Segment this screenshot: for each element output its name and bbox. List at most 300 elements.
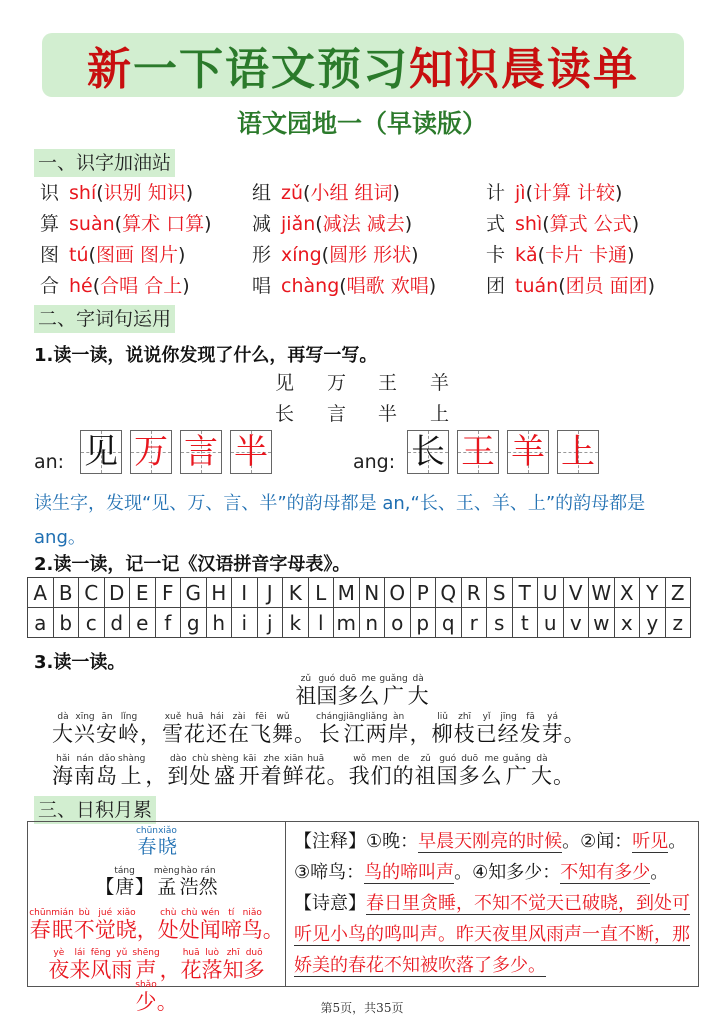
ruby-char: 。 <box>157 990 178 1014</box>
ruby-char: 鲜xiān <box>282 754 305 788</box>
ruby-char: 上shàng <box>118 754 146 788</box>
title-banner <box>42 33 684 97</box>
pinyin: luò <box>201 948 223 958</box>
pinyin <box>553 754 575 764</box>
pinyin: liǎng <box>365 712 388 722</box>
meaning-text: 春日里贪睡，不知不觉天已破晓，到处可听见小鸟的鸣叫声。昨天夜里风雨声一直不断，那娇美的春花不知被吹落了多少。 <box>294 893 690 976</box>
reading-line-2 <box>52 754 575 790</box>
vocab-item <box>252 209 412 240</box>
pinyin: guǎng <box>502 754 532 764</box>
pinyin: táng <box>114 866 135 876</box>
ruby-char: 夜yè <box>48 948 70 982</box>
paren-open: ( <box>525 182 533 204</box>
pinyin: shèng <box>211 754 239 764</box>
ruby-char: 鸟niǎo <box>241 908 263 942</box>
ruby-char: 啼tí <box>220 908 242 942</box>
ruby-char: 不bù <box>73 908 95 942</box>
grid-char: 羊 <box>430 372 450 394</box>
letter-cell: h <box>206 608 232 638</box>
ruby-char: 花huā <box>184 712 206 746</box>
pinyin <box>327 754 349 764</box>
vocab-pinyin: hé <box>69 275 93 297</box>
pinyin: duō <box>458 754 481 764</box>
an-label: an: <box>34 451 65 473</box>
pinyin: chù <box>157 908 179 918</box>
ruby-char: 然rán <box>198 866 218 898</box>
letter-cell: t <box>512 608 538 638</box>
subtitle: 语文园地一（早读版） <box>236 109 487 138</box>
letter-cell: P <box>410 578 436 608</box>
ruby-char: 声shēng <box>132 948 160 982</box>
pinyin: yǐ <box>475 712 498 722</box>
vocab-words: 算式 公式 <box>549 213 632 235</box>
vocab-words: 团员 面团 <box>565 275 648 297</box>
pinyin: fā <box>519 712 542 722</box>
ruby-char: 知zhī <box>222 948 244 982</box>
paren-open: ( <box>537 244 546 266</box>
vocab-pinyin: chàng <box>281 275 340 297</box>
pinyin: ān <box>96 712 118 722</box>
vocab-pinyin: tuán <box>515 275 559 297</box>
letter-cell: J <box>257 578 283 608</box>
pinyin: zhī <box>453 712 476 722</box>
box-char: 上 <box>561 432 595 472</box>
ang-label: ang: <box>353 451 396 473</box>
paren-close: ) <box>615 182 623 204</box>
note-answer: 听见 <box>632 831 669 852</box>
box-char: 王 <box>461 432 495 472</box>
pinyin: fēng <box>90 948 112 958</box>
ruby-char: 芽yá <box>541 712 564 746</box>
letter-cell: O <box>385 578 411 608</box>
vocab-char: 组 <box>252 182 272 204</box>
paren-open: ( <box>558 275 566 297</box>
ruby-char: 还hái <box>206 712 228 746</box>
vocab-pinyin: shì <box>515 213 543 235</box>
ruby-char: 】 <box>135 876 154 898</box>
letter-cell: G <box>181 578 207 608</box>
pinyin: duō <box>337 674 359 684</box>
box-char: 言 <box>184 432 218 472</box>
vocab-pinyin: suàn <box>69 213 115 235</box>
paren-close: ) <box>185 182 194 204</box>
paren-open: ( <box>92 275 101 297</box>
pinyin: cháng <box>316 712 344 722</box>
pinyin <box>95 866 114 876</box>
pinyin: hǎi <box>52 754 74 764</box>
ruby-char: 。 <box>564 722 586 746</box>
pinyin: guó <box>436 754 459 764</box>
note-prefix: ③啼鸟： <box>294 862 365 883</box>
pinyin: xuě <box>162 712 184 722</box>
pinyin: kāi <box>238 754 261 764</box>
paren-open: ( <box>542 213 550 235</box>
ruby-char: 风fēng <box>90 948 112 982</box>
pinyin: duō <box>243 948 265 958</box>
pinyin <box>160 948 181 958</box>
vocab-item <box>252 271 436 302</box>
writing-box <box>130 430 172 474</box>
letter-cell: z <box>665 608 691 638</box>
ruby-char: 多duō <box>337 674 359 708</box>
pinyin: yǔ <box>111 948 133 958</box>
letter-cell: g <box>181 608 207 638</box>
writing-box <box>230 430 272 474</box>
letter-cell: M <box>334 578 360 608</box>
ruby-char: 。 <box>294 722 316 746</box>
letter-cell: U <box>538 578 564 608</box>
box-char: 羊 <box>511 432 545 472</box>
vocab-pinyin: shí <box>69 182 97 204</box>
ruby-char: 岛dǎo <box>96 754 118 788</box>
pinyin: dà <box>52 712 74 722</box>
letter-cell: u <box>538 608 564 638</box>
note-prefix: ①晚： <box>366 831 419 852</box>
pinyin: de <box>392 754 415 764</box>
ruby-char: 安ān <box>96 712 118 746</box>
ruby-char: 着zhe <box>260 754 283 788</box>
pinyin: xīng <box>74 712 96 722</box>
ruby-char: 么me <box>480 754 503 788</box>
ruby-char: 江jiāng <box>343 712 366 746</box>
title-part-red-2: 知识晨读单 <box>409 44 639 95</box>
writing-box <box>80 430 122 474</box>
pinyin: chù <box>178 908 200 918</box>
note-suffix: 。 <box>562 831 581 852</box>
ruby-char: 岸àn <box>387 712 410 746</box>
pinyin: dà <box>407 674 429 684</box>
vocab-char: 卡 <box>486 244 506 266</box>
pinyin: yá <box>541 712 564 722</box>
ruby-char: 觉jué <box>94 908 116 942</box>
pinyin: lǐng <box>118 712 140 722</box>
ruby-char: 国guó <box>436 754 459 788</box>
pinyin: wǒ <box>348 754 371 764</box>
ruby-char: 雨yǔ <box>111 948 133 982</box>
ruby-char: 落luò <box>201 948 223 982</box>
ruby-char: 大dà <box>531 754 553 788</box>
ruby-char: 来lái <box>69 948 91 982</box>
ruby-char: 多duō <box>243 948 265 982</box>
ruby-char: 。 <box>553 764 575 788</box>
q1-answer: 读生字，发现“见、万、言、半”的韵母都是 an,“长、王、羊、上”的韵母都是 ang。 <box>34 493 646 548</box>
pinyin: liǔ <box>431 712 454 722</box>
pinyin: me <box>480 754 503 764</box>
pinyin: mián <box>51 908 74 918</box>
ruby-char: 浩hào <box>179 866 199 898</box>
pinyin: mèng <box>153 866 180 876</box>
ruby-char: 发fā <box>519 712 542 746</box>
reading-title <box>0 674 724 710</box>
letter-cell: r <box>461 608 487 638</box>
vocab-item <box>486 209 639 240</box>
letter-cell: N <box>359 578 385 608</box>
paren-close: ) <box>204 213 212 235</box>
letter-cell: L <box>308 578 334 608</box>
letter-cell: S <box>487 578 513 608</box>
letter-cell: Q <box>436 578 462 608</box>
ruby-char: 已yǐ <box>475 712 498 746</box>
ruby-char: 开kāi <box>238 754 261 788</box>
ruby-char: 唐táng <box>114 866 135 898</box>
vocab-char: 合 <box>40 275 60 297</box>
note-suffix: 。 <box>454 862 473 883</box>
ruby-char: 【 <box>95 876 114 898</box>
ruby-char: ， <box>410 722 432 746</box>
ruby-char: 。 <box>327 764 349 788</box>
ruby-char: 晓xiǎo <box>158 826 178 858</box>
page-footer: 第5页，共35页 <box>320 1001 404 1015</box>
box-char: 长 <box>411 432 445 472</box>
box-char: 万 <box>134 432 168 472</box>
pinyin: hái <box>206 712 228 722</box>
pinyin: zài <box>228 712 250 722</box>
vocab-words: 唱歌 欢唱 <box>346 275 429 297</box>
section-header-word-usage: 二、字词句运用 <box>34 305 175 333</box>
ruby-char: 春chūn <box>29 908 52 942</box>
ruby-char: 少shǎo <box>135 980 157 1014</box>
letter-cell: x <box>614 608 640 638</box>
paren-close: ) <box>631 213 640 235</box>
pinyin: xiǎo <box>115 908 137 918</box>
letter-cell: i <box>232 608 258 638</box>
ruby-char: 国guó <box>316 674 338 708</box>
letter-cell: W <box>589 578 615 608</box>
paren-close: ) <box>428 275 437 297</box>
reading-line-1 <box>52 712 586 748</box>
ruby-char: 春chūn <box>135 826 159 858</box>
pinyin <box>294 712 316 722</box>
poem-text <box>28 822 286 1014</box>
pinyin: xiǎo <box>158 826 178 836</box>
letter-cell: T <box>512 578 538 608</box>
ruby-char: 处chù <box>157 908 179 942</box>
letter-cell: K <box>283 578 309 608</box>
pinyin: shàng <box>118 754 146 764</box>
pinyin: zhī <box>222 948 244 958</box>
pinyin <box>410 712 432 722</box>
pinyin: dà <box>531 754 553 764</box>
ruby-char: 广guǎng <box>379 674 408 708</box>
paren-open: ( <box>303 182 311 204</box>
vocab-char: 式 <box>486 213 506 235</box>
pinyin: dǎo <box>96 754 118 764</box>
pinyin: guǎng <box>379 674 408 684</box>
note-answer: 早晨天刚亮的时候 <box>418 831 563 852</box>
page-title <box>87 33 639 97</box>
vocab-words: 图画 图片 <box>95 244 178 266</box>
ruby-char: 雪xuě <box>162 712 184 746</box>
note-suffix: 。 <box>650 862 669 883</box>
ruby-char: 到dào <box>167 754 190 788</box>
ruby-char: 们men <box>370 754 393 788</box>
letter-cell: q <box>436 608 462 638</box>
pinyin <box>157 980 178 990</box>
pinyin: wǔ <box>272 712 294 722</box>
letter-cell: j <box>257 608 283 638</box>
letter-cell: k <box>283 608 309 638</box>
ruby-char: 多duō <box>458 754 481 788</box>
ruby-char: 晓xiǎo <box>115 908 137 942</box>
meaning-label: 【诗意】 <box>294 893 366 914</box>
paren-close: ) <box>647 275 656 297</box>
vocab-pinyin: jì <box>515 182 526 204</box>
paren-close: ) <box>177 244 186 266</box>
vocab-item <box>40 178 193 209</box>
vocab-words: 合唱 合上 <box>100 275 183 297</box>
pinyin: bù <box>73 908 95 918</box>
ruby-char: 的de <box>392 754 415 788</box>
title-part-red: 新 <box>87 44 133 95</box>
pinyin: zhe <box>260 754 283 764</box>
ruby-char: 柳liǔ <box>431 712 454 746</box>
letter-cell: m <box>334 608 360 638</box>
vocab-words: 计算 计较 <box>533 182 616 204</box>
letter-cell: a <box>28 608 54 638</box>
writing-box <box>557 430 599 474</box>
paren-close: ) <box>404 213 413 235</box>
vocab-char: 图 <box>40 244 60 266</box>
letter-cell: X <box>614 578 640 608</box>
pinyin: huā <box>304 754 327 764</box>
vocab-row <box>40 178 700 209</box>
pinyin: zǔ <box>295 674 317 684</box>
section-header-literacy: 一、识字加油站 <box>34 149 175 177</box>
ruby-char: 在zài <box>228 712 250 746</box>
pinyin: fēi <box>250 712 272 722</box>
letter-cell: l <box>308 608 334 638</box>
vocab-row <box>40 271 700 302</box>
pinyin: guó <box>316 674 338 684</box>
paren-close: ) <box>627 244 635 266</box>
vocab-item <box>486 271 655 302</box>
vocab-item <box>486 240 635 271</box>
ruby-char: 眠mián <box>51 908 74 942</box>
vocab-char: 识 <box>40 182 60 204</box>
pinyin: jué <box>94 908 116 918</box>
letter-cell: B <box>53 578 79 608</box>
notes-label: 【注释】 <box>294 831 366 852</box>
writing-box <box>180 430 222 474</box>
ruby-char: 处chù <box>178 908 200 942</box>
letter-cell: c <box>79 608 105 638</box>
pinyin: chù <box>189 754 212 764</box>
note-prefix: ④知多少： <box>472 862 561 883</box>
vocab-item <box>486 178 622 209</box>
ruby-char: 花huā <box>180 948 202 982</box>
vocab-item <box>252 178 400 209</box>
pinyin: men <box>370 754 393 764</box>
vocab-words: 圆形 形状 <box>329 244 412 266</box>
letter-cell: R <box>461 578 487 608</box>
ruby-char: 孟mèng <box>153 866 180 898</box>
pinyin: dào <box>167 754 190 764</box>
vocab-words: 小组 组词 <box>310 182 393 204</box>
pinyin: nán <box>74 754 96 764</box>
vocab-words: 卡片 卡通 <box>545 244 628 266</box>
vocab-pinyin: jiǎn <box>281 213 316 235</box>
vocab-item <box>252 240 419 271</box>
ruby-char: 祖zǔ <box>295 674 317 708</box>
letter-cell: A <box>28 578 54 608</box>
pinyin: zǔ <box>414 754 437 764</box>
paren-open: ( <box>114 213 123 235</box>
pinyin: yè <box>48 948 70 958</box>
vocab-char: 形 <box>252 244 272 266</box>
ruby-char: 两liǎng <box>365 712 388 746</box>
section-header-accumulation: 三、日积月累 <box>34 796 156 824</box>
paren-open: ( <box>88 244 96 266</box>
pinyin: lái <box>69 948 91 958</box>
vocab-char: 唱 <box>252 275 272 297</box>
pinyin <box>564 712 586 722</box>
pinyin: huā <box>184 712 206 722</box>
ruby-char: 兴xīng <box>74 712 96 746</box>
vocab-pinyin: kǎ <box>515 244 538 266</box>
ruby-char: 广guǎng <box>502 754 532 788</box>
letter-cell: v <box>563 608 589 638</box>
ruby-char: 海hǎi <box>52 754 74 788</box>
ruby-char: 花huā <box>304 754 327 788</box>
ruby-char: 长cháng <box>316 712 344 746</box>
pinyin <box>263 908 284 918</box>
ruby-char: 舞wǔ <box>272 712 294 746</box>
vocab-char: 团 <box>486 275 506 297</box>
pinyin: niǎo <box>241 908 263 918</box>
pinyin: shēng <box>132 948 160 958</box>
ruby-char: ， <box>140 722 162 746</box>
grid-char: 上 <box>430 403 450 425</box>
writing-box <box>507 430 549 474</box>
letter-cell: I <box>232 578 258 608</box>
pinyin: me <box>358 674 380 684</box>
ruby-char: 。 <box>263 918 284 942</box>
ruby-char: ， <box>137 918 158 942</box>
note-prefix: ②闻： <box>580 831 633 852</box>
ruby-char: 我wǒ <box>348 754 371 788</box>
paren-open: ( <box>96 182 104 204</box>
poem-author <box>28 866 285 899</box>
letter-cell: V <box>563 578 589 608</box>
paren-open: ( <box>339 275 347 297</box>
letter-cell: y <box>640 608 666 638</box>
pinyin: hào <box>179 866 199 876</box>
vocab-row <box>40 209 700 240</box>
pinyin: xiān <box>282 754 305 764</box>
letter-cell: s <box>487 608 513 638</box>
uppercase-row <box>28 578 691 608</box>
grid-char: 半 <box>378 403 398 425</box>
box-char: 半 <box>234 432 268 472</box>
letter-cell: Z <box>665 578 691 608</box>
ruby-char: 飞fēi <box>250 712 272 746</box>
pinyin: chūn <box>29 908 52 918</box>
letter-cell: F <box>155 578 181 608</box>
ruby-char: 大dà <box>407 674 429 708</box>
letter-cell: d <box>104 608 130 638</box>
vocab-pinyin: xíng <box>281 244 322 266</box>
letter-cell: e <box>130 608 156 638</box>
vocab-pinyin: zǔ <box>281 182 304 204</box>
grid-char: 见 <box>275 372 295 394</box>
writing-box <box>457 430 499 474</box>
letter-cell: f <box>155 608 181 638</box>
title-part-green: 一下语文预习 <box>133 44 409 95</box>
grid-char: 言 <box>327 403 347 425</box>
pinyin <box>140 712 162 722</box>
question-3-title: 3.读一读。 <box>34 652 126 673</box>
ruby-char: ， <box>160 958 181 982</box>
